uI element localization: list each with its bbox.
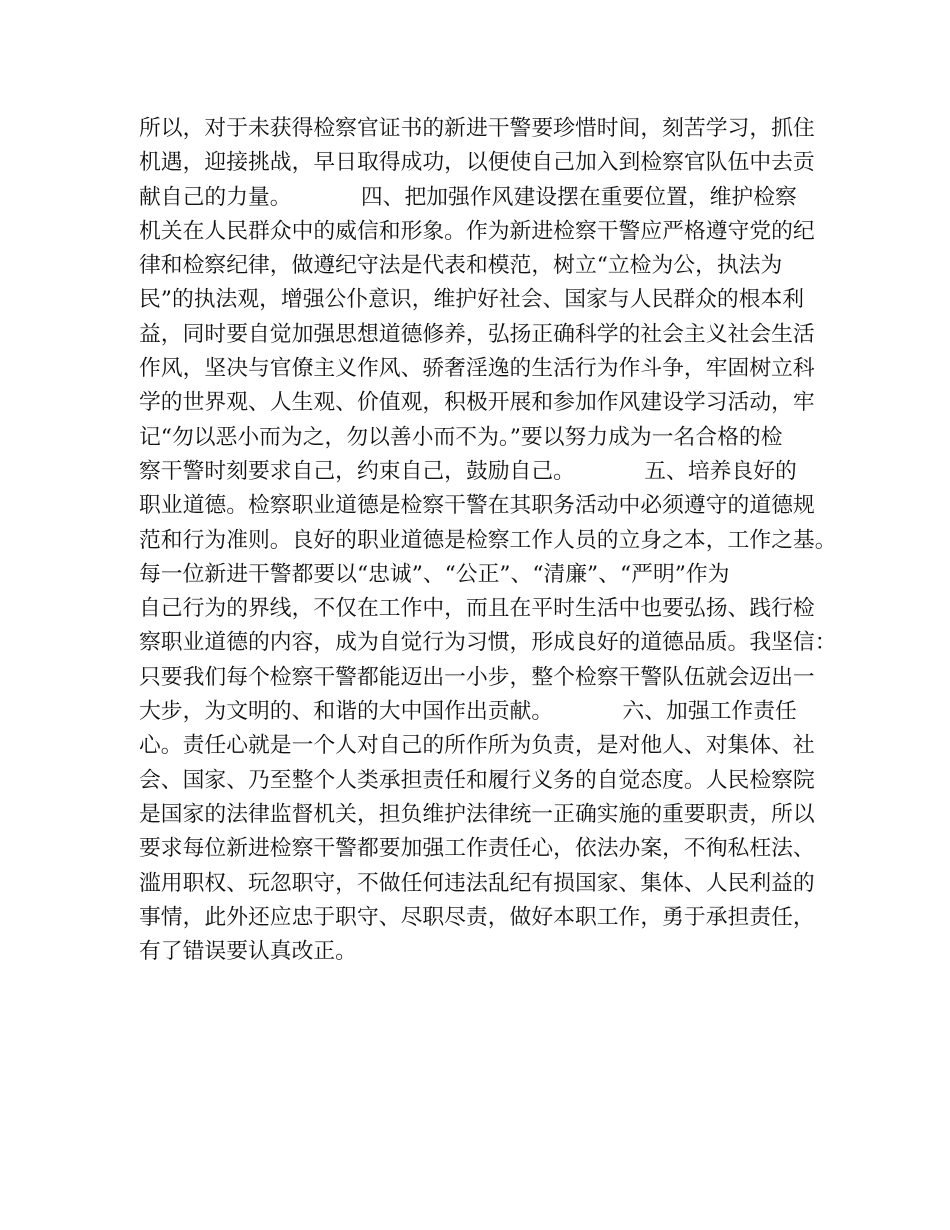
text-line: 记“勿以恶小而为之，勿以善小而不为。”要以努力成为一名合格的检	[139, 424, 783, 450]
text-line: 所以，对于未获得检察官证书的新进干警要珍惜时间，刻苦学习，抓住	[139, 116, 815, 141]
text-line: 每一位新进干警都要以“忠诚”、“公正”、“清廉”、“严明”作为	[139, 561, 730, 587]
text-line: 有了错误要认真改正。	[139, 939, 357, 965]
text-line: 民”的执法观，增强公仆意识，维护好社会、国家与人民群众的根本利	[139, 287, 805, 313]
text-line: 滥用职权、玩忽职守，不做任何违法乱纪有损国家、集体、人民利益的	[139, 870, 815, 896]
text-line: 益，同时要自觉加强思想道德修养，弘扬正确科学的社会主义社会生活	[139, 321, 815, 347]
text-line: 事情，此外还应忠于职守、尽职尽责，做好本职工作，勇于承担责任，	[139, 904, 815, 930]
text-line: 自己行为的界线，不仅在工作中，而且在平时生活中也要弘扬、践行检	[139, 596, 815, 622]
text-line: 只要我们每个检察干警都能迈出一小步，整个检察干警队伍就会迈出一	[139, 664, 815, 690]
text-line: 要求每位新进检察干警都要加强工作责任心，依法办案，不徇私枉法、	[139, 836, 815, 862]
text-line: 察职业道德的内容，成为自觉行为习惯，形成良好的道德品质。我坚信：	[139, 630, 837, 656]
text-line: 律和检察纪律，做遵纪守法是代表和模范，树立“立检为公，执法为	[139, 253, 783, 279]
text-line: 大步，为文明的、和谐的大中国作出贡献。 六、加强工作责任	[139, 699, 797, 725]
text-line: 是国家的法律监督机关，担负维护法律统一正确实施的重要职责，所以	[139, 801, 815, 827]
body-text	[139, 112, 839, 969]
text-line: 察干警时刻要求自己，约束自己，鼓励自己。 五、培养良好的	[139, 458, 797, 484]
text-line: 献自己的力量。 四、把加强作风建设摆在重要位置，维护检察	[139, 184, 797, 210]
text-line: 作风，坚决与官僚主义作风、骄奢淫逸的生活行为作斗争，牢固树立科	[139, 356, 815, 382]
text-line: 会、国家、乃至整个人类承担责任和履行义务的自觉态度。人民检察院	[139, 767, 815, 793]
text-line: 学的世界观、人生观、价值观，积极开展和参加作风建设学习活动，牢	[139, 390, 815, 416]
text-line: 范和行为准则。良好的职业道德是检察工作人员的立身之本，工作之基。	[139, 527, 837, 553]
text-line: 机遇，迎接挑战，早日取得成功，以便使自己加入到检察官队伍中去贡	[139, 150, 815, 176]
text-line: 心。责任心就是一个人对自己的所作所为负责，是对他人、对集体、社	[139, 733, 815, 759]
text-line: 职业道德。检察职业道德是检察干警在其职务活动中必须遵守的道德规	[139, 493, 815, 519]
text-line: 机关在人民群众中的威信和形象。作为新进检察干警应严格遵守党的纪	[139, 218, 815, 244]
